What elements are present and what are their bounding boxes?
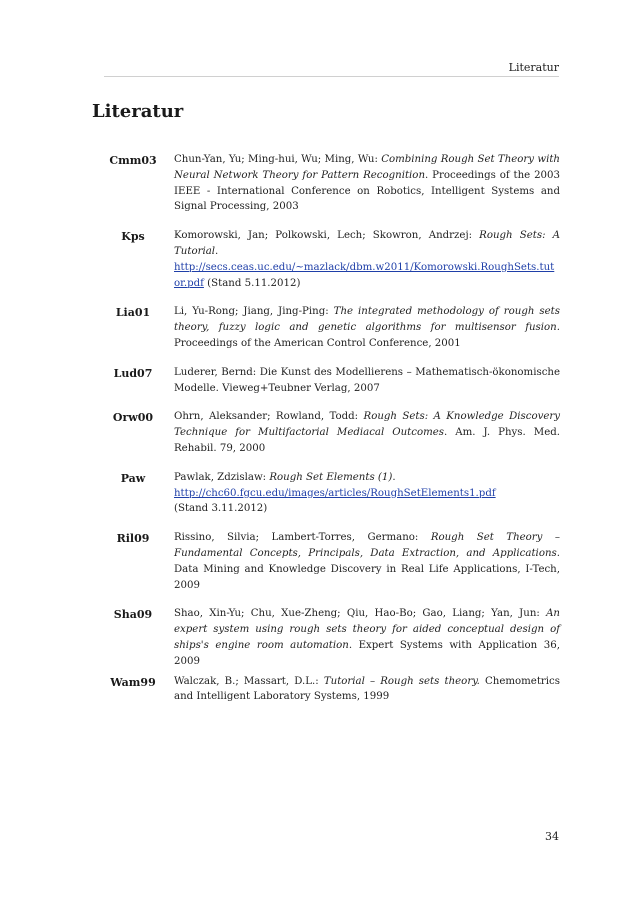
- reference-authors: Ohrn, Aleksander; Rowland, Todd:: [174, 411, 364, 423]
- reference-entry: [92, 674, 560, 706]
- reference-authors: Rissino, Silvia; Lambert-Torres, Germano:: [174, 532, 431, 544]
- running-header: Literatur: [508, 61, 559, 74]
- reference-entry: [92, 228, 560, 291]
- reference-source: . Am. J. Phys. Med. Rehabil. 79, 2000: [174, 427, 560, 454]
- reference-source: . Proceedings of the 2003 IEEE - International Conference on Robotics, Intelligent Systems and Signal Processing, 2003: [174, 169, 561, 213]
- reference-title: Combining Rough Set Theory with Neural Network Theory for Pattern Recognition: [174, 154, 560, 181]
- reference-title: The integrated methodology of rough sets theory, fuzzy logic and genetic algorithms for multisensor fusion: [174, 306, 561, 334]
- reference-url-link[interactable]: http://chc60.fgcu.edu/images/articles/RoughSetElements1.pdf: [174, 487, 496, 499]
- reference-entry: [92, 606, 560, 669]
- reference-entry: [92, 152, 560, 215]
- reference-source: . Expert Systems with Application 36, 2009: [174, 639, 560, 667]
- reference-text: [174, 228, 560, 291]
- reference-key: Lia01: [115, 306, 151, 320]
- reference-key: Ril09: [116, 532, 150, 546]
- reference-text: [174, 470, 560, 517]
- reference-text: [174, 409, 560, 456]
- reference-key: Cmm03: [109, 154, 157, 167]
- reference-text: [174, 606, 560, 669]
- reference-punctuation: .: [392, 471, 396, 483]
- reference-key: Sha09: [113, 608, 153, 622]
- reference-text: [174, 365, 560, 397]
- reference-authors: Pawlak, Zdzislaw:: [174, 471, 270, 483]
- reference-title: Tutorial – Rough sets theory.: [323, 675, 480, 687]
- header-rule: [104, 76, 559, 77]
- reference-title: Rough Set Theory – Fundamental Concepts, Principals, Data Extraction, and Applications: [174, 532, 560, 559]
- reference-key: Lud07: [113, 366, 153, 380]
- reference-entry: [92, 304, 560, 351]
- reference-authors: Komorowski, Jan; Polkowski, Lech; Skowron, Andrzej:: [174, 230, 480, 242]
- reference-title: Rough Set Elements (1): [269, 471, 393, 483]
- reference-authors: Shao, Xin-Yu; Chu, Xue-Zheng; Qiu, Hao-Bo; Gao, Liang; Yan, Jun:: [174, 608, 547, 620]
- page-title: Literatur: [92, 101, 184, 122]
- reference-text: [174, 674, 560, 706]
- reference-authors: Chun-Yan, Yu; Ming-hui, Wu; Ming, Wu:: [174, 154, 382, 165]
- reference-source: (Stand 5.11.2012): [203, 277, 301, 289]
- reference-url-link[interactable]: http://secs.ceas.uc.edu/~mazlack/dbm.w2011/Komorowski.RoughSets.tutor.pdf: [174, 261, 555, 289]
- reference-title: Rough Sets: A Tutorial.: [174, 230, 560, 257]
- reference-entry: [92, 530, 560, 593]
- page-number: 34: [545, 830, 559, 843]
- reference-entry: [92, 470, 560, 517]
- reference-list: [92, 152, 560, 705]
- reference-source: Luderer, Bernd: Die Kunst des Modellierens – Mathematisch-ökonomische Modelle. Vieweg+Teubner Verlag, 2007: [174, 366, 560, 394]
- reference-text: [174, 152, 560, 215]
- reference-title: Rough Sets: A Knowledge Discovery Technique for Multifactorial Mediacal Outcomes: [174, 411, 561, 439]
- reference-source: . Data Mining and Knowledge Discovery in Real Life Applications, I-Tech, 2009: [174, 547, 560, 591]
- reference-entry: [92, 409, 560, 456]
- reference-title: An expert system using rough sets theory for aided conceptual design of ships's engine room automation: [174, 608, 560, 651]
- reference-text: [174, 304, 560, 351]
- reference-key: Kps: [121, 230, 145, 244]
- reference-key: Wam99: [110, 675, 156, 689]
- reference-entry: [92, 365, 560, 397]
- reference-authors: Walczak, B.; Massart, D.L.:: [174, 675, 324, 687]
- reference-source: . Proceedings of the American Control Conference, 2001: [174, 322, 560, 349]
- reference-key: Paw: [120, 471, 146, 485]
- reference-text: [174, 530, 560, 593]
- reference-source: Chemometrics and Intelligent Laboratory Systems, 1999: [174, 675, 560, 703]
- reference-authors: Li, Yu-Rong; Jiang, Jing-Ping:: [174, 306, 334, 318]
- reference-source: (Stand 3.11.2012): [174, 503, 268, 515]
- reference-key: Orw00: [112, 411, 154, 425]
